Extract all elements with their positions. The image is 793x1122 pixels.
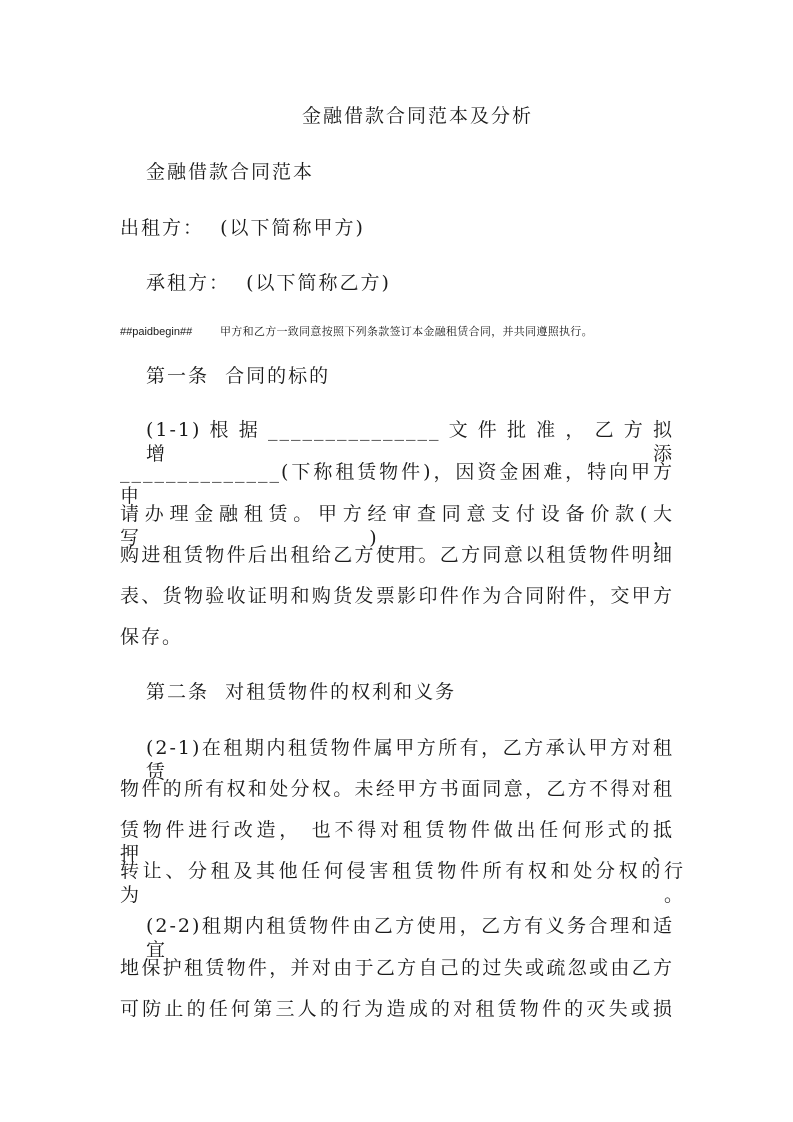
article-2-1-line-3: 赁物件进行改造， 也不得对租赁物件做出任何形式的抵押、 (120, 819, 674, 865)
intro-sentence: 甲方和乙方一致同意按照下列条款签订本金融租赁合同，并共同遵照执行。 (220, 325, 593, 338)
article-1-line-6: 保存。 (120, 626, 184, 648)
article-1-line-5: 表、货物验收证明和购货发票影印件作为合同附件，交甲方 (120, 585, 674, 607)
paid-marker: ##paidbegin## (120, 326, 193, 338)
document-title: 金融借款合同范本及分析 (302, 105, 534, 127)
article-1-line-2: ______________(下称租赁物件)，因资金困难，特向甲方申 (120, 461, 674, 507)
article-2-1-line-1: (2-1)在租期内租赁物件属甲方所有，乙方承认甲方对租赁 (146, 737, 674, 783)
article-2-2-line-3: 可防止的任何第三人的行为造成的对租赁物件的灭失或损 (120, 998, 674, 1020)
article-1-line-4: 购进租赁物件后出租给乙方使用。乙方同意以租赁物件明细 (120, 544, 674, 566)
article-2-1-line-4: 转让、分租及其他任何侵害租赁物件所有权和处分权的行为。 (120, 860, 685, 906)
article-1-heading: 第一条 合同的标的 (146, 365, 331, 387)
article-2-heading: 第二条 对租赁物件的权利和义务 (146, 681, 457, 703)
article-1-line-1: (1-1) 根 据 _______________ 文 件 批 准 ， 乙 方 拟 增 添 (146, 419, 674, 465)
document-subtitle: 金融借款合同范本 (146, 161, 315, 183)
lessor-line: 出租方： (以下简称甲方) (120, 217, 365, 239)
lessee-line: 承租方： (以下简称乙方) (146, 272, 391, 294)
article-1-line-3: 请办理金融租赁。甲方经审查同意支付设备价款(大写)____， (120, 503, 674, 549)
article-2-2-line-1: (2-2)租期内租赁物件由乙方使用，乙方有义务合理和适宜 (146, 915, 674, 961)
article-2-1-line-2: 物件的所有权和处分权。未经甲方书面同意，乙方不得对租 (120, 778, 674, 800)
article-2-2-line-2: 地保护租赁物件，并对由于乙方自己的过失或疏忽或由乙方 (120, 957, 674, 979)
